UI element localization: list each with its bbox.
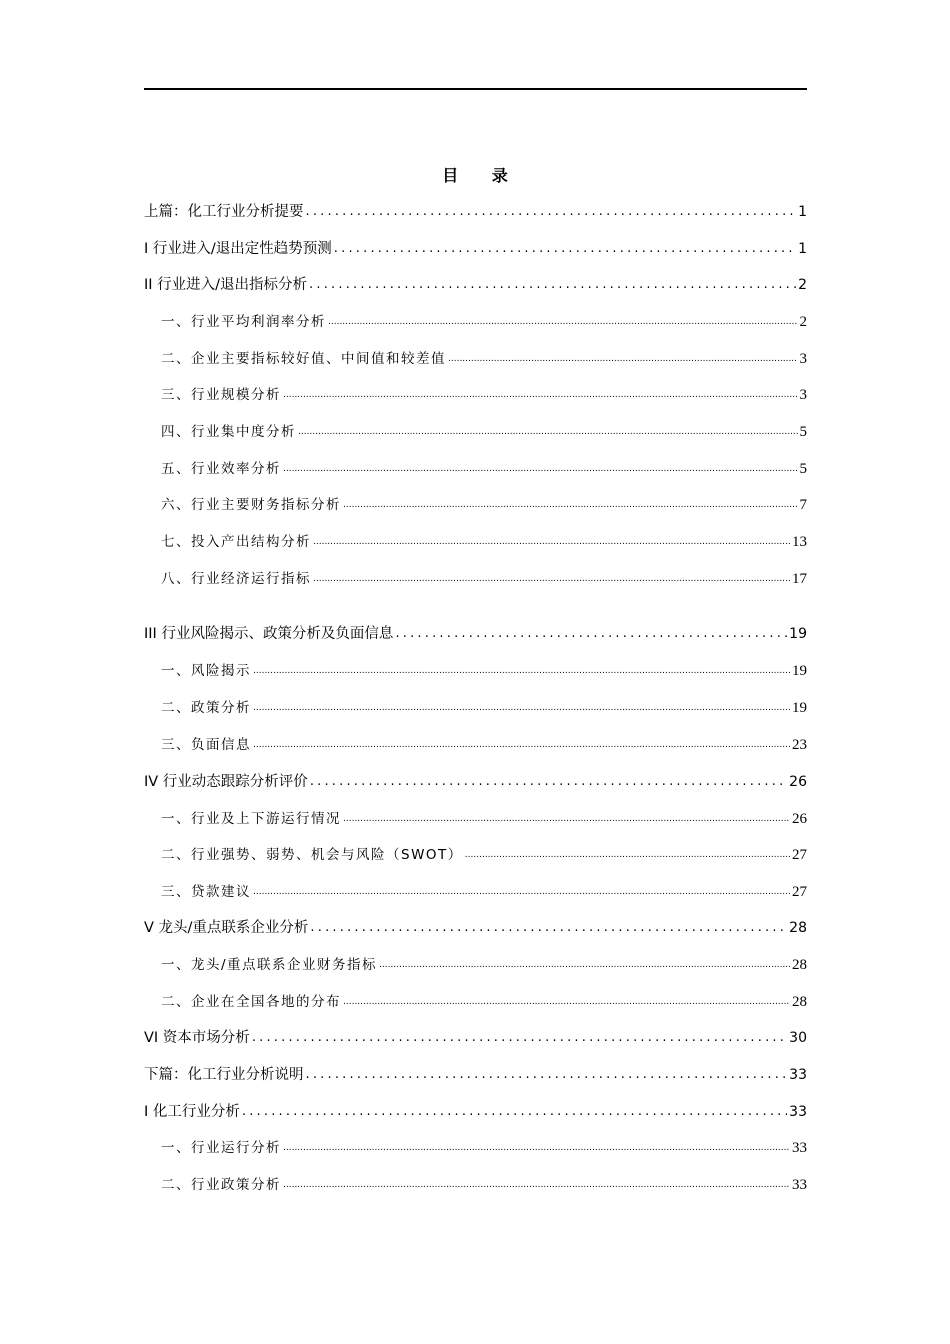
toc-entry-label: 三、行业规模分析 <box>161 387 281 403</box>
toc-entry-label: 一、行业平均利润率分析 <box>161 314 326 330</box>
toc-entry[interactable] <box>161 660 807 682</box>
toc-entry-label: 一、龙头/重点联系企业财务指标 <box>161 957 378 973</box>
toc-dot-leader <box>253 734 790 756</box>
toc-entry-page: 28 <box>789 920 807 936</box>
toc-entry[interactable] <box>144 771 807 793</box>
toc-entry-label: I 行业进入/退出定性趋势预测 <box>144 241 332 257</box>
toc-entry-label: 二、行业政策分析 <box>161 1177 281 1193</box>
toc-entry-page: 33 <box>789 1104 807 1120</box>
toc-dot-leader <box>253 660 790 682</box>
toc-entry-page: 26 <box>789 774 807 790</box>
toc-entry[interactable] <box>144 917 807 939</box>
toc-entry[interactable] <box>161 568 807 590</box>
toc-entry-page: 33 <box>789 1067 807 1083</box>
toc-entry[interactable] <box>144 1027 807 1049</box>
toc-entry-page: 17 <box>792 571 807 587</box>
toc-entry-page: 5 <box>799 424 807 440</box>
toc-entry-page: 7 <box>799 497 807 513</box>
toc-entry[interactable] <box>161 1174 807 1196</box>
toc-entry-page: 30 <box>789 1030 807 1046</box>
toc-entry[interactable] <box>144 1064 807 1086</box>
toc-entry-page: 1 <box>798 204 807 220</box>
toc-dot-leader <box>283 1174 790 1196</box>
toc-entry-page: 26 <box>792 811 807 827</box>
toc-entry-label: 一、风险揭示 <box>161 663 251 679</box>
toc-entry[interactable] <box>161 844 807 866</box>
toc-dot-leader <box>343 991 790 1013</box>
toc-dot-leader <box>379 954 790 976</box>
toc-entry[interactable] <box>161 311 807 333</box>
toc-entry-page: 1 <box>798 241 807 257</box>
toc-dot-leader <box>334 238 796 260</box>
toc-entry[interactable] <box>144 201 807 223</box>
toc-entry-label: 下篇：化工行业分析说明 <box>144 1067 304 1083</box>
toc-entry-page: 33 <box>792 1140 807 1156</box>
toc-title: 目 录 <box>442 166 522 185</box>
toc-dot-leader <box>395 623 787 645</box>
toc-entry-label: IV 行业动态跟踪分析评价 <box>144 774 308 790</box>
toc-entry[interactable] <box>161 348 807 370</box>
toc-entry[interactable] <box>161 458 807 480</box>
toc-entry[interactable] <box>144 623 807 645</box>
toc-entry-label: III 行业风险揭示、政策分析及负面信息 <box>144 626 394 642</box>
toc-entry-page: 3 <box>799 351 807 367</box>
toc-dot-leader <box>313 531 790 553</box>
toc-entry-label: 上篇：化工行业分析提要 <box>144 204 304 220</box>
toc-dot-leader <box>328 311 798 333</box>
toc-entry-label: II 行业进入/退出指标分析 <box>144 277 308 293</box>
toc-entry[interactable] <box>161 881 807 903</box>
toc-dot-leader <box>310 771 787 793</box>
toc-entry-page: 2 <box>799 314 807 330</box>
toc-entry-label: 四、行业集中度分析 <box>161 424 296 440</box>
toc-entry[interactable] <box>161 954 807 976</box>
toc-entry[interactable] <box>144 238 807 260</box>
toc-dot-leader <box>253 697 790 719</box>
toc-entry[interactable] <box>161 384 807 406</box>
toc-entry-label: 五、行业效率分析 <box>161 461 281 477</box>
toc-entry-page: 19 <box>792 700 807 716</box>
toc-entry[interactable] <box>161 808 807 830</box>
toc-entry[interactable] <box>161 734 807 756</box>
toc-dot-leader <box>306 1064 788 1086</box>
toc-entry-label: 七、投入产出结构分析 <box>161 534 311 550</box>
toc-entry-page: 19 <box>792 663 807 679</box>
toc-dot-leader <box>343 808 790 830</box>
toc-entry-page: 19 <box>789 626 807 642</box>
toc-entry-page: 5 <box>799 461 807 477</box>
toc-dot-leader <box>306 201 797 223</box>
toc-entry-page: 23 <box>792 737 807 753</box>
toc-entry[interactable] <box>161 1137 807 1159</box>
toc-entry-label: 三、贷款建议 <box>161 884 251 900</box>
toc-entry[interactable] <box>161 991 807 1013</box>
toc-entry-page: 3 <box>799 387 807 403</box>
toc-dot-leader <box>298 421 798 443</box>
toc-entry[interactable] <box>161 531 807 553</box>
toc-entry-label: 三、负面信息 <box>161 737 251 753</box>
toc-entry-page: 13 <box>792 534 807 550</box>
toc-dot-leader <box>343 494 798 516</box>
toc-entry-label: 二、企业主要指标较好值、中间值和较差值 <box>161 351 446 367</box>
toc-entry[interactable] <box>161 494 807 516</box>
toc-entry-label: VI 资本市场分析 <box>144 1030 250 1046</box>
toc-entry-page: 28 <box>792 994 807 1010</box>
toc-entry[interactable] <box>161 421 807 443</box>
toc-dot-leader <box>283 458 798 480</box>
toc-dot-leader <box>242 1101 787 1123</box>
toc-dot-leader <box>310 917 787 939</box>
toc-entry-label: I 化工行业分析 <box>144 1104 240 1120</box>
toc-entry-page: 27 <box>792 884 807 900</box>
toc-entry-page: 33 <box>792 1177 807 1193</box>
toc-entry-page: 28 <box>792 957 807 973</box>
toc-dot-leader <box>283 384 798 406</box>
toc-dot-leader <box>309 274 796 296</box>
toc-entry-label: 二、行业强势、弱势、机会与风险（SWOT） <box>161 847 463 863</box>
toc-entry-label: 一、行业运行分析 <box>161 1140 281 1156</box>
toc-entry-label: 六、行业主要财务指标分析 <box>161 497 341 513</box>
toc-dot-leader <box>253 881 790 903</box>
toc-entry-label: 八、行业经济运行指标 <box>161 571 311 587</box>
toc-entry-label: 一、行业及上下游运行情况 <box>161 811 341 827</box>
toc-entry-label: 二、企业在全国各地的分布 <box>161 994 341 1010</box>
toc-dot-leader <box>283 1137 790 1159</box>
toc-entry[interactable] <box>144 274 807 296</box>
toc-entry[interactable] <box>144 1101 807 1123</box>
toc-entry-label: 二、政策分析 <box>161 700 251 716</box>
toc-dot-leader <box>252 1027 787 1049</box>
toc-entry-page: 2 <box>798 277 807 293</box>
toc-entry-label: V 龙头/重点联系企业分析 <box>144 920 309 936</box>
toc-dot-leader <box>465 844 790 866</box>
toc-entry-page: 27 <box>792 847 807 863</box>
toc-dot-leader <box>313 568 790 590</box>
toc-dot-leader <box>448 348 798 370</box>
toc-entry[interactable] <box>161 697 807 719</box>
header-rule <box>144 88 807 90</box>
